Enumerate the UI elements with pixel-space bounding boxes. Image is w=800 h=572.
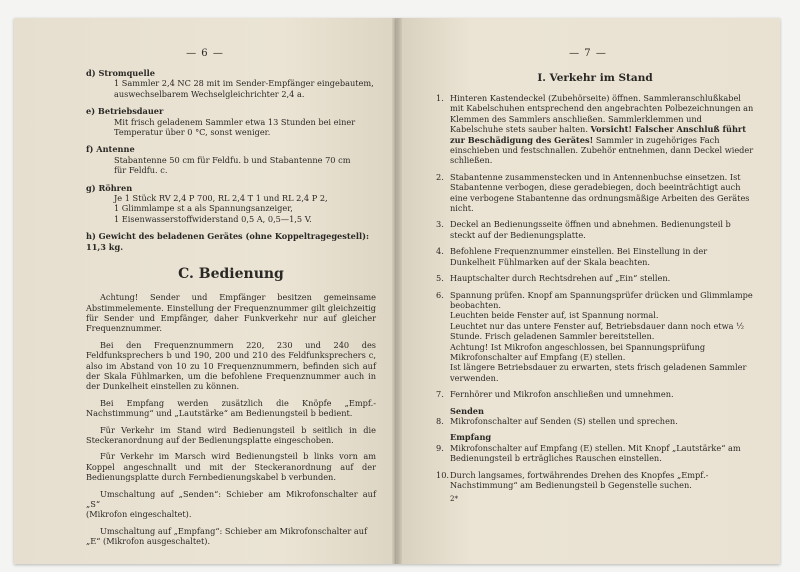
item-subline: Achtung! Ist Mikrofon angeschlossen, bei Spannungsprüfung Mikrofonschalter auf Empfang (E) stellen. [450, 341, 706, 362]
item-number: 6. [436, 289, 444, 300]
page-number-left: — 6 — [186, 48, 224, 59]
list-item [436, 246, 754, 267]
paragraph: Für Verkehr im Stand wird Bedienungsteil b seitlich in die Steckeranordnung auf der Bedienungsplatte eingeschoben. [86, 424, 376, 445]
spec-line: Je 1 Stück RV 2,4 P 700, RL 2,4 T 1 und RL 2,4 P 2, [114, 193, 328, 204]
item-warning: Vorsicht! Falscher Anschluß führt zur Beschädigung des Gerätes! [450, 124, 747, 145]
item-number: 7. [436, 389, 444, 400]
spec-label: g) Röhren [86, 182, 133, 193]
section-title-bedienung: C. Bedienung [178, 266, 284, 283]
subhead-empfang: Empfang [450, 432, 492, 443]
switch-line: (Mikrofon eingeschaltet). [86, 509, 192, 520]
item-number: 3. [436, 219, 444, 230]
item-number: 9. [436, 442, 444, 453]
spec-line: Stabantenne 50 cm für Feldfu. b und Stabantenne 70 cm [114, 154, 351, 165]
item-text: Befohlene Frequenznummer einstellen. Bei Einstellung in der Dunkelheit Fühlmarken auf der Skala beachten. [450, 246, 708, 267]
list-item [436, 443, 754, 464]
switch-line: Umschaltung auf „Senden“: Schieber am Mikrofonschalter auf „S“ [86, 488, 376, 509]
item-number: 2. [436, 171, 444, 182]
item-text: Fernhörer und Mikrofon anschließen und umnehmen. [450, 389, 674, 400]
item-number: 8. [436, 415, 444, 426]
item-text: Deckel an Bedienungsseite öffnen und abnehmen. Bedienungsteil b steckt auf der Bedienungsplatte. [450, 219, 731, 240]
list-item [436, 470, 754, 491]
paragraph: Bei den Frequenznummern 220, 230 und 240 des Feldfunksprechers b und 190, 200 und 210 des Feldfunksprechers c, also im Abstand von 10 zu 10 Frequenznummern, befinden sich auf der Skala Fühlmarken, um die befohlene Frequenznummer auch in der Dunkelheit einstellen zu können. [86, 339, 376, 392]
spec-line: auswechselbarem Wechselgleichrichter 2,4 a. [114, 88, 305, 99]
item-subline: Ist längere Betriebsdauer zu erwarten, stets frisch geladenen Sammler verwenden. [450, 362, 747, 383]
spec-stromquelle [86, 68, 376, 99]
spec-line: Temperatur über 0 °C, sonst weniger. [114, 127, 271, 138]
list-item [436, 219, 754, 240]
spec-label: f) Antenne [86, 144, 135, 155]
switch-empfang [86, 526, 376, 547]
item-text: Hauptschalter durch Rechtsdrehen auf „Ein“ stellen. [450, 273, 671, 284]
list-item [436, 389, 754, 399]
book-gutter [392, 18, 402, 564]
item-number: 5. [436, 273, 444, 284]
right-page-content [436, 68, 754, 505]
item-number: 10. [436, 469, 450, 480]
item-text: Mikrofonschalter auf Empfang (E) stellen. Mit Knopf „Lautstärke“ am Bedienungsteil b erträgliches Rauschen einstellen. [450, 442, 741, 464]
paragraph: Achtung! Sender und Empfänger besitzen gemeinsame Abstimmelemente. Einstellung der Frequenznummer gilt gleichzeitig für Sender und Empfänger, daher Funkverkehr nur auf gleicher Frequenznummer. [86, 292, 376, 334]
switch-senden [86, 489, 376, 520]
paragraph: Bei Empfang werden zusätzlich die Knöpfe „Empf.-Nachstimmung“ und „Lautstärke“ am Bedienungsteil b bedient. [86, 397, 376, 419]
item-number: 1. [436, 93, 444, 103]
item-text: Mikrofonschalter auf Senden (S) stellen und sprechen. [450, 415, 678, 426]
left-page-content [86, 68, 376, 553]
spec-line: 1 Sammler 2,4 NC 28 mit im Sender-Empfänger eingebautem, [114, 78, 374, 89]
open-booklet [14, 18, 784, 566]
weight-line: h) Gewicht des beladenen Gerätes (ohne Koppeltragegestell): 11,3 kg. [86, 231, 369, 252]
spec-line: 1 Glimmlampe st a als Spannungsanzeiger, [114, 203, 293, 214]
right-page [396, 18, 780, 564]
item-text: Spannung prüfen. Knopf am Spannungsprüfer drücken und Glimmlampe beobachten. [450, 289, 753, 310]
list-item [436, 273, 754, 283]
spec-line: 1 Eisenwasserstoffwiderstand 0,5 A, 0,5—1,5 V. [114, 213, 312, 224]
item-text: Sammler in zugehöriges Fach einschieben und festschnallen. Zubehör entnehmen, dann Deckel wieder schließen. [450, 134, 754, 166]
item-text: Stabantenne zusammenstecken und in Antennenbuchse einsetzen. Ist Stabantenne verbogen, diese geradebiegen, doch beeinträchtigt auch eine verbogene Stabantenne das ordnungsmäßige Arbeiten des Gerätes nicht. [450, 171, 750, 214]
spec-label: e) Betriebsdauer [86, 106, 164, 117]
section-title-verkehr-im-stand: I. Verkehr im Stand [537, 72, 653, 84]
signature-mark: 2* [450, 495, 458, 504]
list-item [436, 290, 754, 384]
spec-line: für Feldfu. c. [114, 165, 168, 176]
spec-line: Mit frisch geladenem Sammler etwa 13 Stunden bei einer [114, 116, 356, 127]
spec-label: d) Stromquelle [86, 68, 155, 78]
item-subline: Leuchten beide Fenster auf, ist Spannung normal. [450, 310, 659, 321]
list-item [436, 93, 754, 166]
spec-betriebsdauer [86, 106, 376, 137]
subhead-senden: Senden [450, 405, 484, 416]
switch-line: Umschaltung auf „Empfang“: Schieber am Mikrofonschalter auf [100, 525, 368, 536]
switch-line: „E“ (Mikrofon ausgeschaltet). [86, 536, 211, 547]
item-text: Hinteren Kastendeckel (Zubehörseite) öffnen. Sammleranschlußkabel mit Kabelschuhen entsprechend den angebrachten Polbezeichnungen an Klemmen des Sammlers anschließen. Sammlerklemmen und Kabelschuhe stets sauber halten. [450, 93, 754, 135]
item-text: Durch langsames, fortwährendes Drehen des Knopfes „Empf.-Nachstimmung“ am Bedienungsteil b Gegenstelle suchen. [450, 469, 709, 490]
paragraph: Für Verkehr im Marsch wird Bedienungsteil b links vorn am Koppel angeschnallt und mit der Steckeranordnung auf der Bedienungsplatte durch Fernbedienungskabel b verbunden. [86, 451, 376, 483]
list-item [436, 416, 754, 426]
spec-antenne [86, 144, 376, 175]
page-number-right: — 7 — [569, 48, 607, 59]
list-item [436, 172, 754, 214]
item-number: 4. [436, 246, 444, 257]
spec-roehren [86, 183, 376, 225]
left-page [14, 18, 396, 564]
item-subline: Leuchtet nur das untere Fenster auf, Betriebsdauer dann noch etwa ½ Stunde. Frisch geladenen Sammler bereitstellen. [450, 320, 745, 342]
